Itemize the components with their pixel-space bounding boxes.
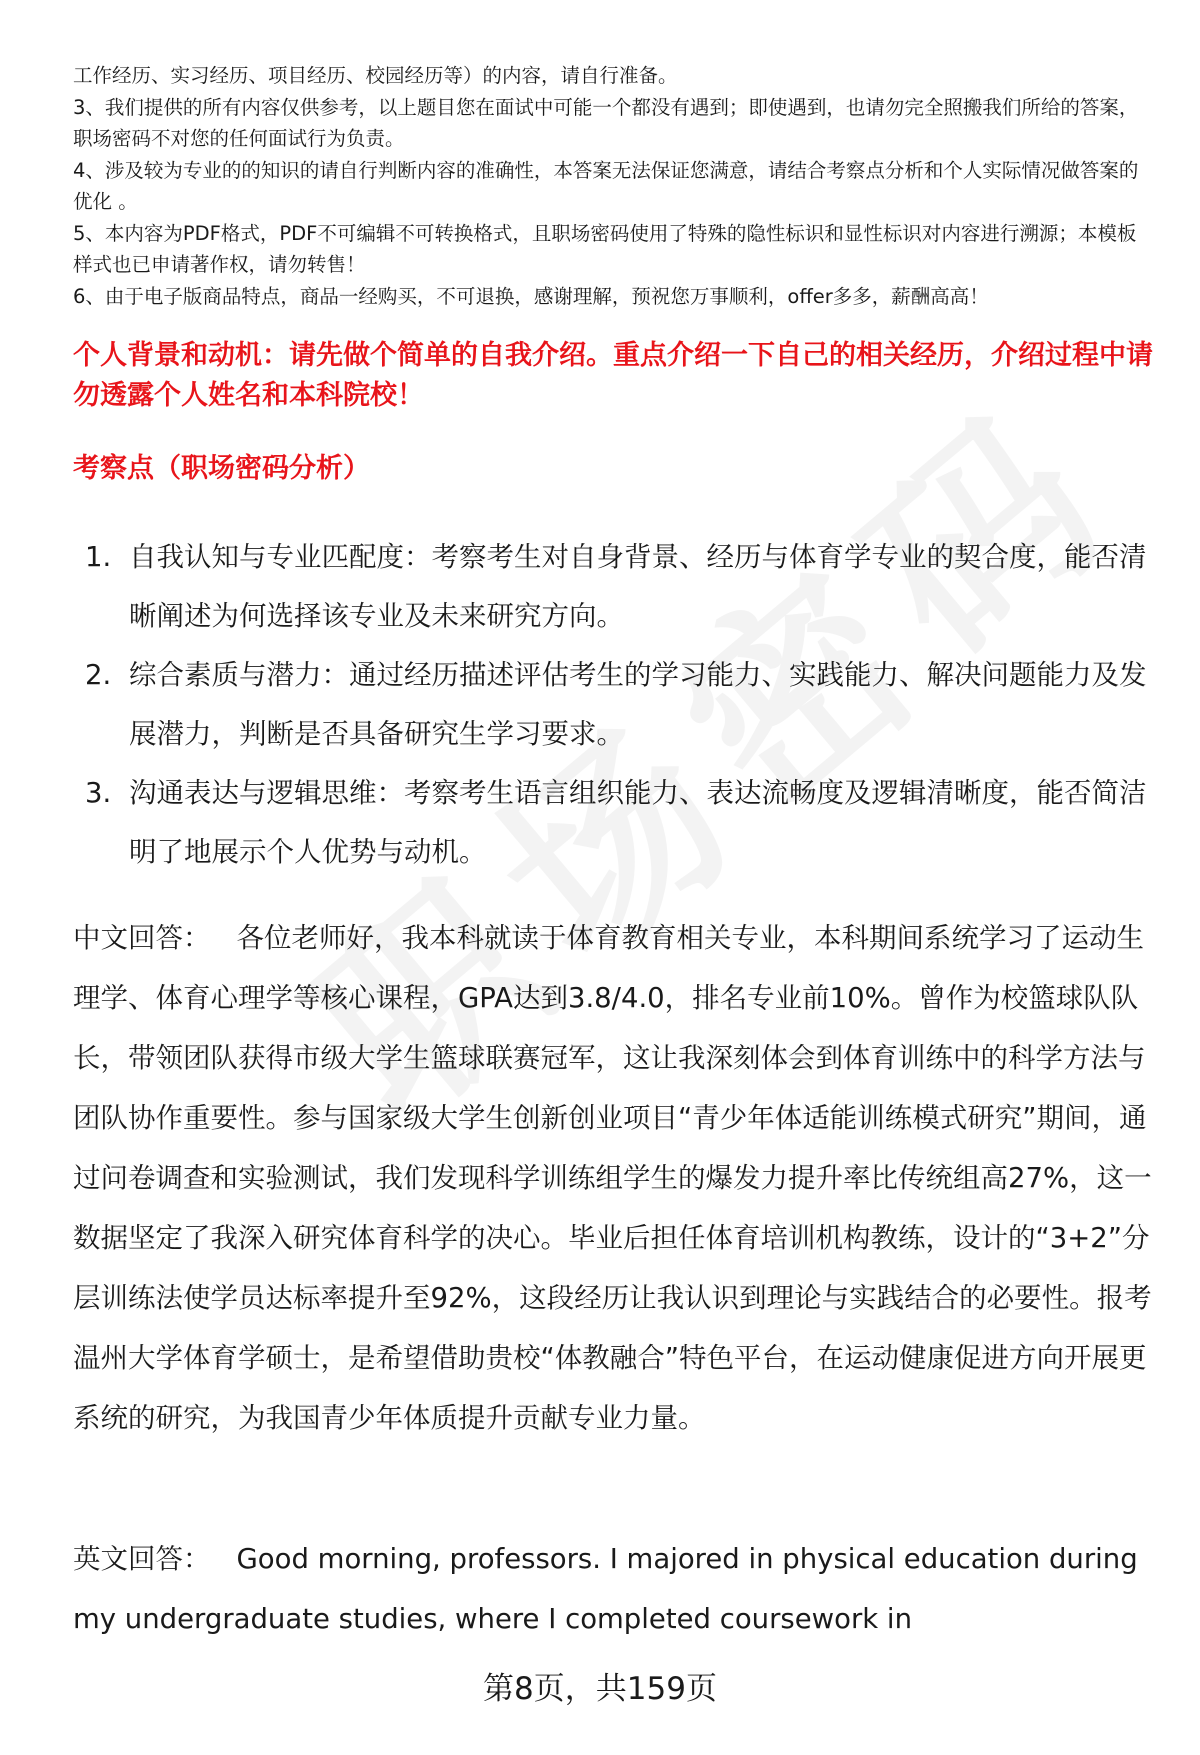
point-text: 综合素质与潜力：通过经历描述评估考生的学习能力、实践能力、解决问题能力及发展潜力，判断是否具备研究生学习要求。: [129, 659, 1147, 750]
chinese-answer-text: 各位老师好，我本科就读于体育教育相关专业，本科期间系统学习了运动生理学、体育心理学等核心课程，GPA达到3.8/4.0，排名专业前10%。曾作为校篮球队队长，带领团队获得市级大学生篮球联赛冠军，这让我深刻体会到体育训练中的科学方法与团队协作重要性。参与国家级大学生创新创业项目“青少年体适能训练模式研究”期间，通过问卷调查和实验测试，我们发现科学训练组学生的爆发力提升率比传统组高27%，这一数据坚定了我深入研究体育科学的决心。毕业后担任体育培训机构教练，设计的“3+2”分层训练法使学员达标率提升至92%，这段经历让我认识到理论与实践结合的必要性。报考温州大学体育学硕士，是希望借助贵校“体教融合”特色平台，在运动健康促进方向开展更系统的研究，为我国青少年体质提升贡献专业力量。: [73, 922, 1152, 1434]
point-number: 2.: [85, 659, 112, 691]
point-text: 沟通表达与逻辑思维：考察考生语言组织能力、表达流畅度及逻辑清晰度，能否简洁明了地展示个人优势与动机。: [129, 777, 1147, 868]
analysis-point: [85, 528, 1155, 646]
english-answer-label: 英文回答：: [73, 1543, 211, 1575]
note-line: 6、由于电子版商品特点，商品一经购买，不可退换，感谢理解，预祝您万事顺利，offer多多，薪酬高高！: [73, 284, 989, 308]
english-answer: [73, 1529, 1153, 1649]
note-line: 3、我们提供的所有内容仅供参考，以上题目您在面试中可能一个都没有遇到；即使遇到，也请勿完全照搬我们所给的答案，职场密码不对您的任何面试行为负责。: [73, 95, 1139, 150]
point-number: 3.: [85, 777, 112, 809]
note-line: 工作经历、实习经历、项目经历、校园经历等）的内容，请自行准备。: [73, 64, 678, 87]
english-answer-text: Good morning, professors. I majored in physical education during my undergraduate studies, where I completed coursework in: [73, 1543, 1138, 1635]
point-number: 1.: [85, 541, 112, 573]
chinese-answer: [73, 908, 1153, 1448]
chinese-answer-label: 中文回答：: [73, 922, 211, 954]
note-line: 4、涉及较为专业的的知识的请自行判断内容的准确性，本答案无法保证您满意，请结合考察点分析和个人实际情况做答案的优化 。: [73, 158, 1139, 213]
note-line: 5、本内容为PDF格式，PDF不可编辑不可转换格式，且职场密码使用了特殊的隐性标识和显性标识对内容进行溯源；本模板样式也已申请著作权，请勿转售！: [73, 221, 1137, 276]
page-footer: 第8页，共159页: [483, 1671, 717, 1707]
question-heading: 个人背景和动机：请先做个简单的自我介绍。重点介绍一下自己的相关经历，介绍过程中请勿透露个人姓名和本科院校！: [73, 340, 1153, 411]
point-text: 自我认知与专业匹配度：考察考生对自身背景、经历与体育学专业的契合度，能否清晰阐述为何选择该专业及未来研究方向。: [129, 541, 1147, 632]
analysis-title: 考察点（职场密码分析）: [73, 453, 370, 484]
notes-section: [73, 60, 1153, 312]
analysis-points: [85, 528, 1155, 882]
analysis-point: [85, 764, 1155, 882]
analysis-point: [85, 646, 1155, 764]
